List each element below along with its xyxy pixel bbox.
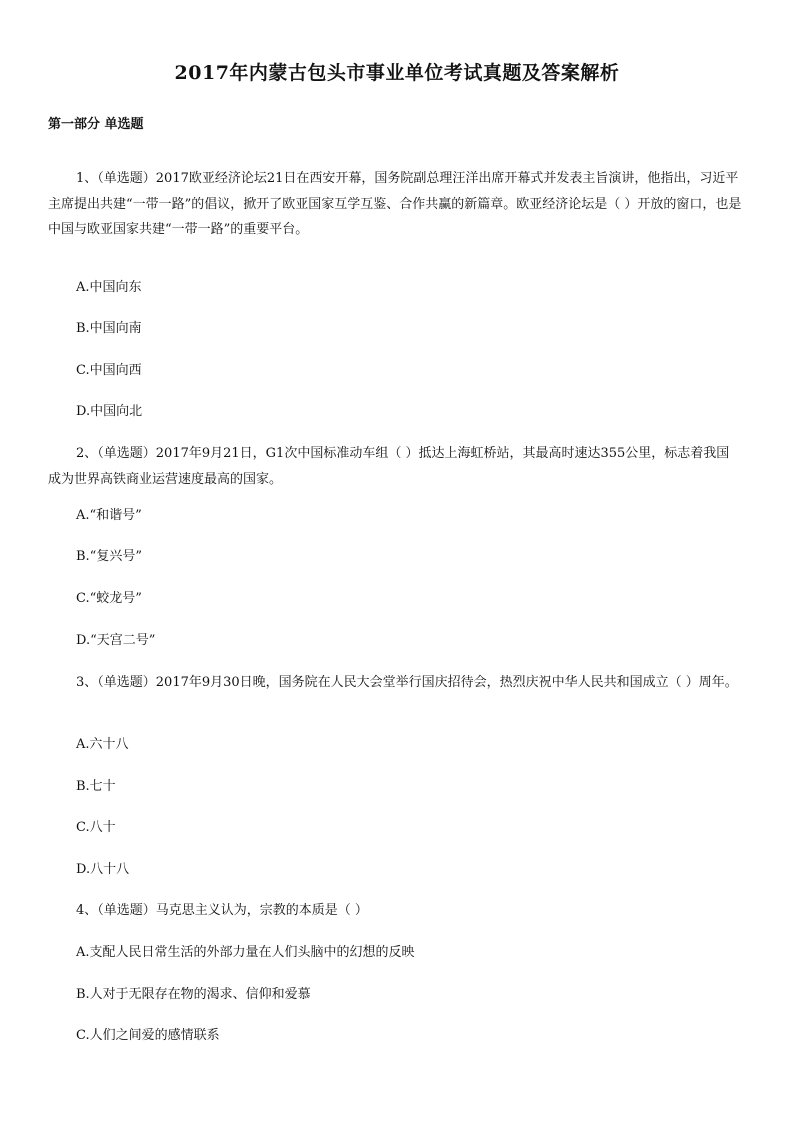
option-a: A.六十八 (76, 737, 129, 752)
option-b: B.人对于无限存在物的渴求、信仰和爱慕 (76, 987, 311, 1002)
option-d: D.中国向北 (76, 404, 143, 419)
option-b: B.七十 (76, 779, 116, 794)
option-b: B.中国向南 (76, 321, 142, 336)
option-c: C.中国向西 (76, 363, 142, 378)
option-a: A.中国向东 (76, 280, 142, 295)
question-stem: 4、（单选题）马克思主义认为，宗教的本质是（ ） (76, 903, 368, 918)
option-d: D.“天宫二号” (76, 633, 156, 648)
question-stem: 3、（单选题）2017年9月30日晚，国务院在人民大会堂举行国庆招待会，热烈庆祝中华人民共和国成立（ ）周年。 (76, 675, 738, 690)
option-c: C.八十 (76, 820, 116, 835)
option-d: D.八十八 (76, 862, 130, 877)
option-c: C.人们之间爱的感情联系 (76, 1028, 220, 1043)
option-a: A.“和谐号” (76, 508, 142, 523)
option-a: A.支配人民日常生活的外部力量在人们头脑中的幻想的反映 (76, 945, 415, 960)
option-c: C.“蛟龙号” (76, 591, 142, 606)
option-b: B.“复兴号” (76, 549, 142, 564)
section-heading: 第一部分 单选题 (48, 117, 144, 132)
question-stem: 1、（单选题）2017欧亚经济论坛21日在西安开幕，国务院副总理汪洋出席开幕式并发表主旨演讲，他指出，习近平主席提出共建“一带一路”的倡议，掀开了欧亚国家互学互鉴、合作共赢的新篇章。欧亚经济论坛是（ ）开放的窗口，也是中国与欧亚国家共建“一带一路”的重要平台。 (48, 171, 742, 237)
document-title: 2017年内蒙古包头市事业单位考试真题及答案解析 (174, 62, 620, 84)
question-stem: 2、（单选题）2017年9月21日，G1次中国标准动车组（ ）抵达上海虹桥站，其最高时速达355公里，标志着我国成为世界高铁商业运营速度最高的国家。 (48, 446, 730, 487)
